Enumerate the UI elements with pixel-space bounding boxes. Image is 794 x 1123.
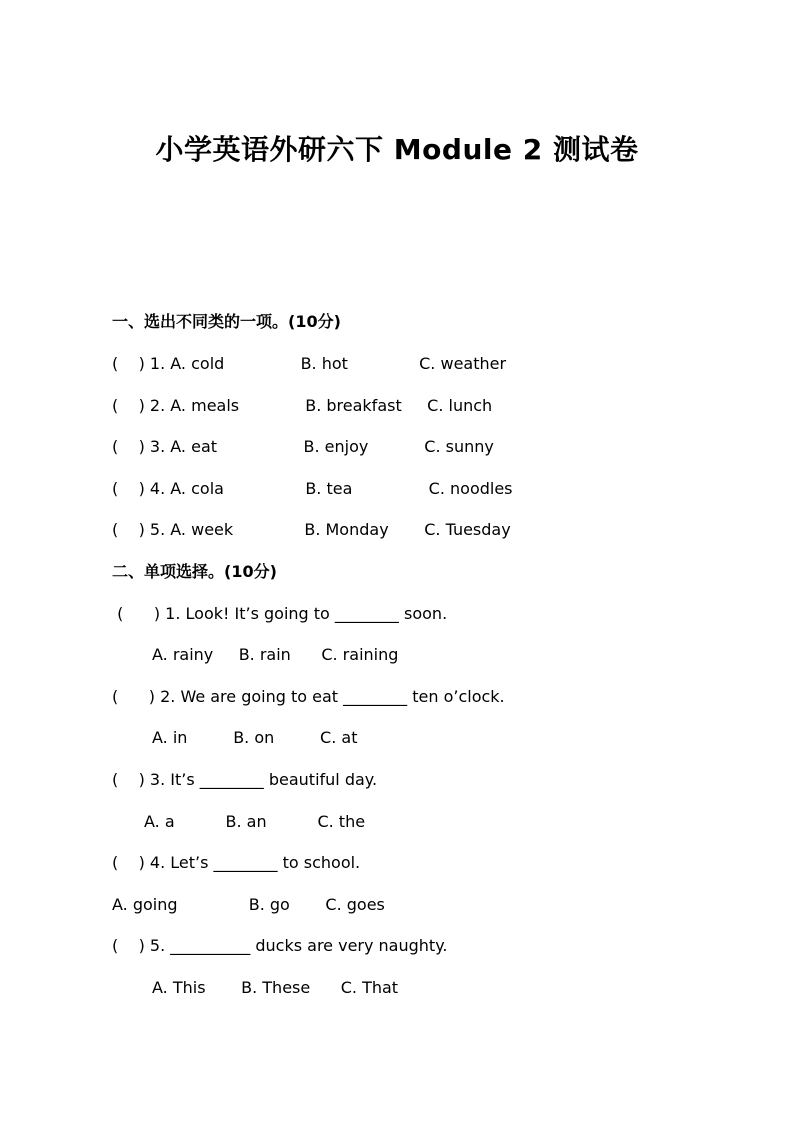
s2-question-2-options: A. in B. on C. at xyxy=(152,728,358,747)
s1-question-4: ( ) 4. A. cola B. tea C. noodles xyxy=(112,479,513,498)
page-title: 小学英语外研六下 Module 2 测试卷 xyxy=(155,133,639,166)
section-1-heading: 一、选出不同类的一项。(10分) xyxy=(112,312,341,331)
s2-question-1: ( ) 1. Look! It’s going to ________ soon. xyxy=(112,604,448,623)
section-2-heading: 二、单项选择。(10分) xyxy=(112,562,277,581)
s2-question-3-options: A. a B. an C. the xyxy=(144,812,366,831)
s1-question-1: ( ) 1. A. cold B. hot C. weather xyxy=(112,354,507,373)
s1-question-3: ( ) 3. A. eat B. enjoy C. sunny xyxy=(112,437,494,456)
s2-question-4: ( ) 4. Let’s ________ to school. xyxy=(112,853,361,872)
s2-question-5: ( ) 5. __________ ducks are very naughty. xyxy=(112,936,448,955)
s2-question-4-options: A. going B. go C. goes xyxy=(112,895,385,914)
s1-question-2: ( ) 2. A. meals B. breakfast C. lunch xyxy=(112,396,493,415)
s1-question-5: ( ) 5. A. week B. Monday C. Tuesday xyxy=(112,520,511,539)
s2-question-5-options: A. This B. These C. That xyxy=(152,978,399,997)
s2-question-1-options: A. rainy B. rain C. raining xyxy=(152,645,399,664)
s2-question-3: ( ) 3. It’s ________ beautiful day. xyxy=(112,770,378,789)
s2-question-2: ( ) 2. We are going to eat ________ ten o’clock. xyxy=(112,687,505,706)
